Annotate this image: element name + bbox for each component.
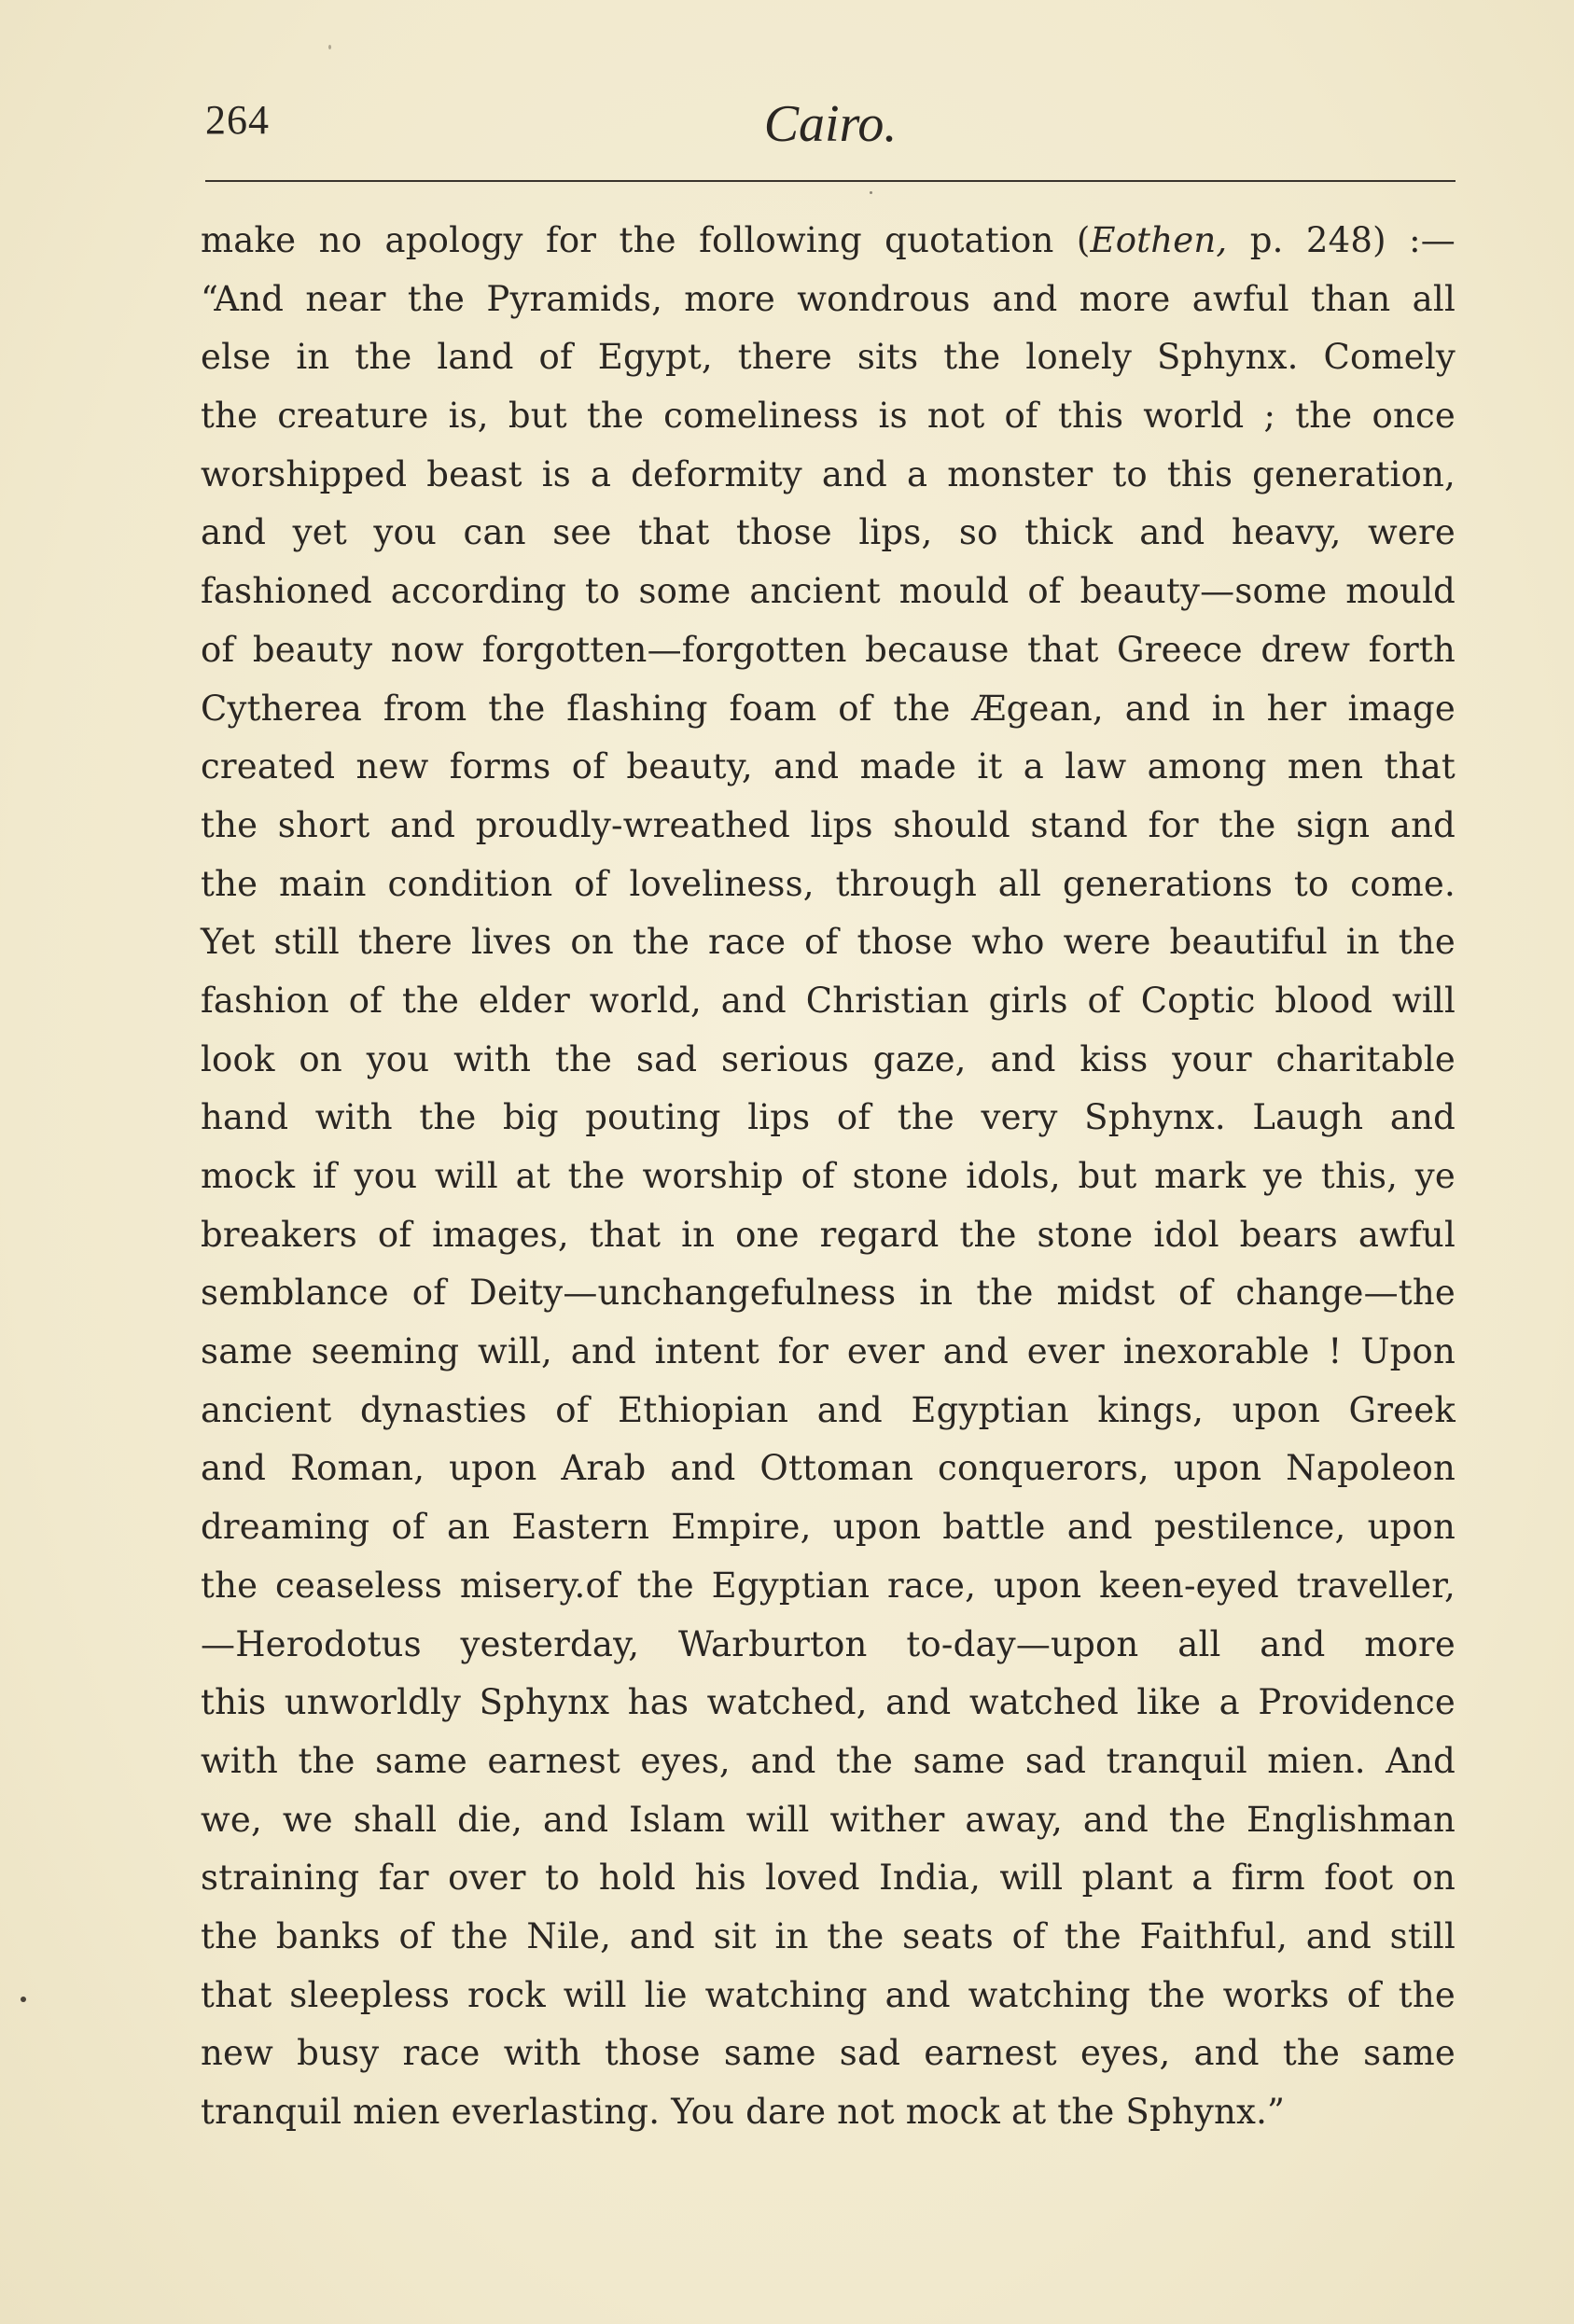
text-line: the banks of the Nile, and sit in the seats of the Faithful, and still xyxy=(201,1915,1456,1956)
text-line: with the same earnest eyes, and the same sad tranquil mien. And xyxy=(201,1740,1456,1781)
text-line: new busy race with those same sad earnest eyes, and the same xyxy=(201,2033,1456,2074)
text-line: Yet still there lives on the race of those who were beautiful in the xyxy=(201,922,1456,963)
body-text xyxy=(201,212,1456,2142)
text-line: the creature is, but the comeliness is not of this world ; the once xyxy=(201,396,1456,437)
text-line: the short and proudly-wreathed lips should stand for the sign and xyxy=(201,804,1456,845)
text-line: breakers of images, that in one regard the stone idol bears awful xyxy=(201,1214,1456,1255)
text-line: Cytherea from the flashing foam of the Ægean, and in her image xyxy=(201,688,1456,729)
text-line: “And near the Pyramids, more wondrous and more awful than all xyxy=(201,278,1456,319)
text-line: look on you with the sad serious gaze, and kiss your charitable xyxy=(201,1038,1456,1079)
paper-speck xyxy=(870,191,872,194)
text-line: of beauty now forgotten—forgotten because that Greece drew forth xyxy=(201,629,1456,670)
text-line: same seeming will, and intent for ever and ever inexorable ! Upon xyxy=(201,1331,1456,1372)
text-line: and Roman, upon Arab and Ottoman conquerors, upon Napoleon xyxy=(201,1448,1456,1489)
text-line: this unworldly Sphynx has watched, and watched like a Providence xyxy=(201,1682,1456,1723)
text-line: the ceaseless misery.of the Egyptian race, upon keen-eyed traveller, xyxy=(201,1565,1456,1606)
text-line: ancient dynasties of Ethiopian and Egyptian kings, upon Greek xyxy=(201,1389,1456,1430)
text-line: semblance of Deity—unchangefulness in the midst of change—the xyxy=(201,1273,1456,1314)
text-line: hand with the big pouting lips of the very Sphynx. Laugh and xyxy=(201,1097,1456,1138)
text-line: fashioned according to some ancient mould of beauty—some mould xyxy=(201,571,1456,612)
text-line: the main condition of loveliness, through all generations to come. xyxy=(201,863,1456,904)
text-line: that sleepless rock will lie watching and watching the works of the xyxy=(201,1974,1456,2015)
page-header xyxy=(205,89,1456,163)
paper-speck xyxy=(328,45,331,49)
text-line: we, we shall die, and Islam will wither away, and the Englishman xyxy=(201,1799,1456,1840)
header-rule xyxy=(205,180,1456,182)
text-line: make no apology for the following quotation (Eothen, p. 248) :— xyxy=(201,220,1456,260)
page-number: 264 xyxy=(205,97,270,143)
running-title: Cairo. xyxy=(763,95,898,153)
text-line: dreaming of an Eastern Empire, upon battle and pestilence, upon xyxy=(201,1507,1456,1548)
text-line: —Herodotus yesterday, Warburton to-day—upon all and more xyxy=(201,1623,1456,1664)
text-line: tranquil mien everlasting. You dare not mock at the Sphynx.” xyxy=(201,2092,1286,2132)
text-line: straining far over to hold his loved India, will plant a firm foot on xyxy=(201,1858,1456,1899)
text-line: created new forms of beauty, and made it a law among men that xyxy=(201,746,1456,787)
paper-speck xyxy=(21,1997,26,2002)
text-line: else in the land of Egypt, there sits the lonely Sphynx. Comely xyxy=(201,337,1456,378)
text-line: mock if you will at the worship of stone idols, but mark ye this, ye xyxy=(201,1156,1456,1196)
text-line: worshipped beast is a deformity and a monster to this generation, xyxy=(201,453,1456,494)
book-title-italic: Eothen, xyxy=(1090,220,1228,260)
text-line: and yet you can see that those lips, so thick and heavy, were xyxy=(201,512,1456,553)
text-line: fashion of the elder world, and Christian girls of Coptic blood will xyxy=(201,980,1456,1021)
